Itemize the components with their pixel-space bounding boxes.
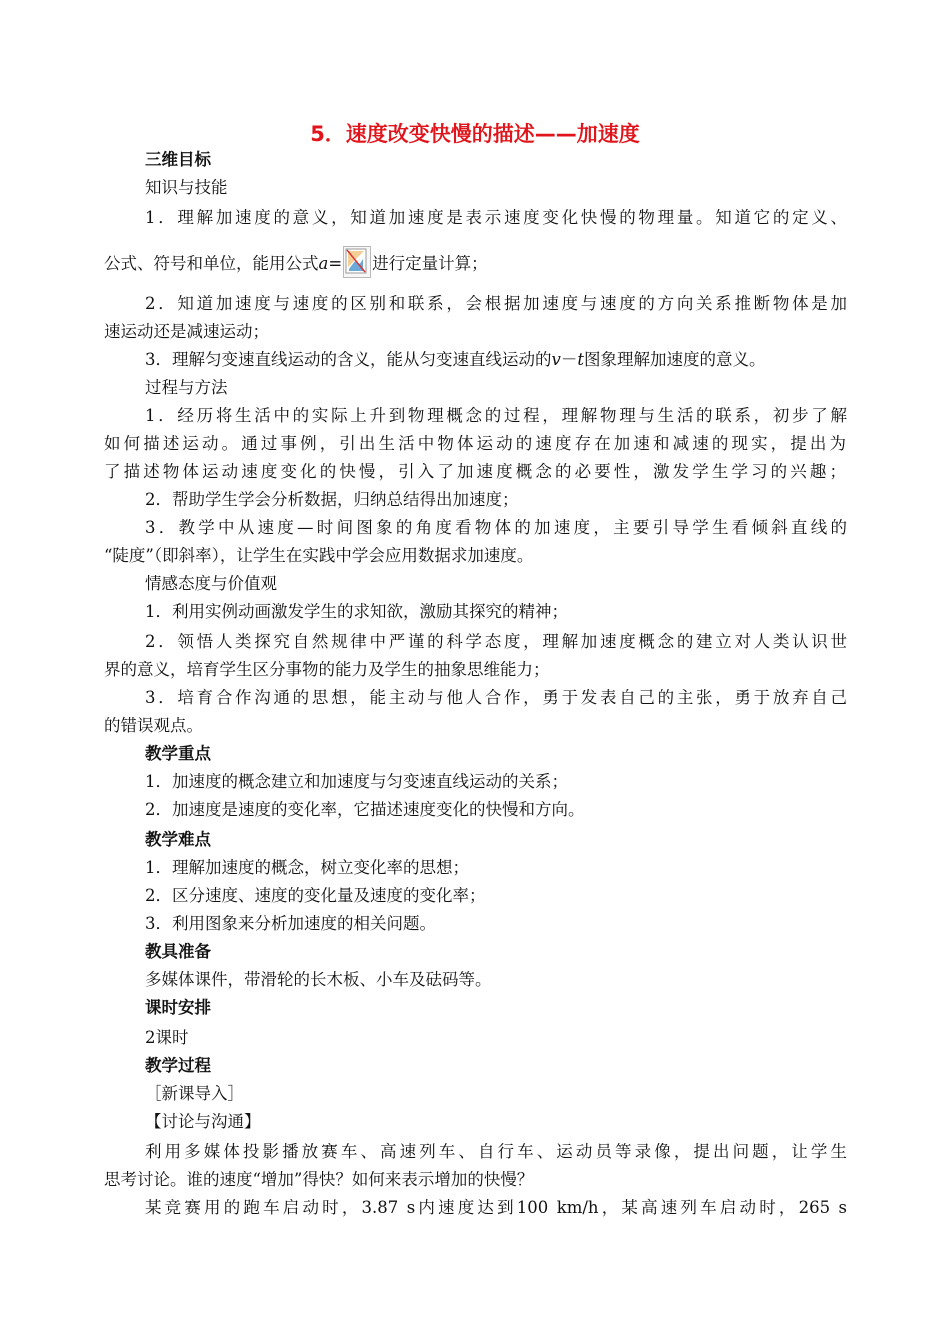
paragraph-line: 1．经历将生活中的实际上升到物理概念的过程，理解物理与生活的联系，初步了解 xyxy=(145,406,847,425)
paragraph-line: 3．培育合作沟通的思想，能主动与他人合作，勇于发表自己的主张，勇于放弃自己 xyxy=(145,688,847,707)
paragraph-line: “陡度”（即斜率），让学生在实践中学会应用数据求加速度。 xyxy=(104,546,534,565)
text-span: － xyxy=(560,350,578,369)
paragraph-line: 2．知道加速度与速度的区别和联系，会根据加速度与速度的方向关系推断物体是加 xyxy=(145,294,847,313)
text-span: 公式、符号和单位，能用公式 xyxy=(104,254,319,273)
paragraph-line: 某竞赛用的跑车启动时，3.87 s内速度达到100 km/h，某高速列车启动时，265 s xyxy=(145,1198,847,1217)
paragraph-line: 1．理解加速度的意义，知道加速度是表示速度变化快慢的物理量。知道它的定义、 xyxy=(145,208,847,227)
text-span: 3．理解匀变速直线运动的含义，能从匀变速直线运动的 xyxy=(145,350,552,369)
paragraph-line: 利用多媒体投影播放赛车、高速列车、自行车、运动员等录像，提出问题，让学生 xyxy=(145,1142,847,1161)
paragraph-line-formula xyxy=(104,246,488,278)
paragraph-line: 2．领悟人类探究自然规律中严谨的科学态度，理解加速度概念的建立对人类认识世 xyxy=(145,632,847,651)
heading-key-points: 教学重点 xyxy=(145,744,211,763)
paragraph-line: 2课时 xyxy=(145,1028,189,1047)
paragraph-line: 2．帮助学生学会分析数据，归纳总结得出加速度； xyxy=(145,490,519,509)
text-span: 图象理解加速度的意义。 xyxy=(583,350,766,369)
heading-teaching-process: 教学过程 xyxy=(145,1056,211,1075)
formula-image xyxy=(343,246,371,278)
paragraph-line: 了描述物体运动速度变化的快慢，引入了加速度概念的必要性，激发学生学习的兴趣； xyxy=(104,462,846,481)
paragraph-line: 速运动还是减速运动； xyxy=(104,322,269,341)
paragraph-line: 如何描述运动。通过事例，引出生活中物体运动的速度存在加速和减速的现实，提出为 xyxy=(104,434,846,453)
formula-equals: = xyxy=(328,254,343,273)
paragraph-line: 3．教学中从速度—时间图象的角度看物体的加速度，主要引导学生看倾斜直线的 xyxy=(145,518,847,537)
page-title: 5．速度改变快慢的描述——加速度 xyxy=(310,122,640,146)
paragraph-line xyxy=(145,350,765,370)
formula-variable: t xyxy=(577,350,584,369)
paragraph-line: 2．区分速度、速度的变化量及速度的变化率； xyxy=(145,886,486,905)
heading-difficulties: 教学难点 xyxy=(145,830,211,849)
broken-image-icon xyxy=(344,247,370,277)
formula-variable: v xyxy=(551,350,561,369)
heading-goals: 三维目标 xyxy=(145,150,211,169)
subheading-emotion: 情感态度与价值观 xyxy=(145,574,277,593)
subheading-knowledge: 知识与技能 xyxy=(145,178,228,197)
heading-tools: 教具准备 xyxy=(145,942,211,961)
paragraph-line: 界的意义，培育学生区分事物的能力及学生的抽象思维能力； xyxy=(104,660,550,679)
heading-schedule: 课时安排 xyxy=(145,998,211,1017)
paragraph-line: 多媒体课件，带滑轮的长木板、小车及砝码等。 xyxy=(145,970,492,989)
paragraph-line: 2．加速度是速度的变化率，它描述速度变化的快慢和方向。 xyxy=(145,800,585,819)
paragraph-line: ［新课导入］ xyxy=(145,1084,244,1103)
paragraph-line: 1．利用实例动画激发学生的求知欲，激励其探究的精神； xyxy=(145,602,568,621)
formula-variable: a xyxy=(318,254,329,273)
text-span: 进行定量计算； xyxy=(372,254,488,273)
subheading-process: 过程与方法 xyxy=(145,378,228,397)
paragraph-line: 【讨论与沟通】 xyxy=(145,1112,261,1131)
paragraph-line: 1．理解加速度的概念，树立变化率的思想； xyxy=(145,858,469,877)
paragraph-line: 1．加速度的概念建立和加速度与匀变速直线运动的关系； xyxy=(145,772,568,791)
paragraph-line: 的错误观点。 xyxy=(104,716,203,735)
paragraph-line: 3．利用图象来分析加速度的相关问题。 xyxy=(145,914,436,933)
paragraph-line: 思考讨论。谁的速度“增加”得快？如何来表示增加的快慢？ xyxy=(104,1170,534,1189)
